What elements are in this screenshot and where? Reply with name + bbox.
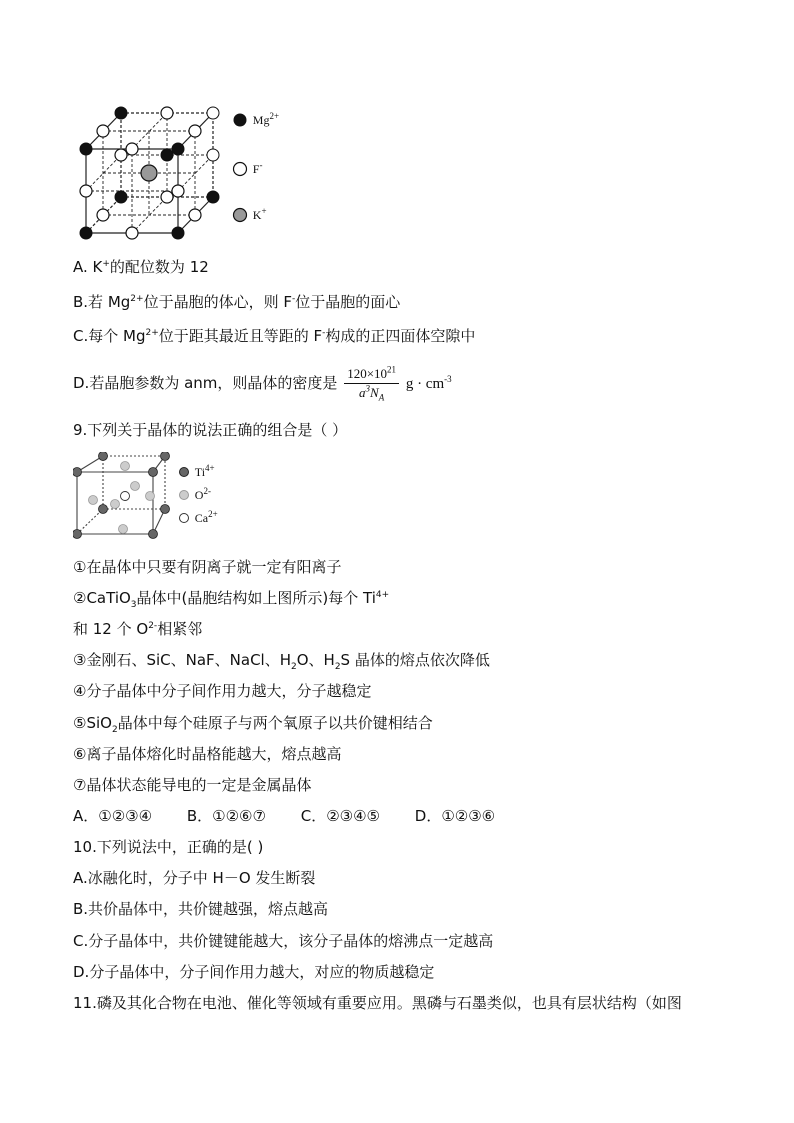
legend-item-o: $O^{2-}$ [178, 485, 211, 503]
q9-choice-a: A．①②③④ [73, 807, 153, 825]
q9-item-5: ⑤SiO$_2$晶体中每个硅原子与两个氧原子以共价键相结合 [73, 714, 433, 735]
q9-item-1: ①在晶体中只要有阴离子就一定有阳离子 [73, 558, 342, 576]
q8-option-a: A. K+的配位数为 12 [73, 258, 209, 276]
q9-item-2: ②CaTiO$_3$晶体中(晶胞结构如上图所示)每个 $Ti^{4+}$ [73, 589, 390, 610]
q9-item-2-cont: 和 12 个 $O^{2-}$相紧邻 [73, 620, 203, 638]
legend-item-ca: $Ca^{2+}$ [178, 508, 218, 526]
legend-item-ti: $Ti^{4+}$ [178, 462, 215, 480]
q9-choice-c: C．②③④⑤ [300, 807, 380, 825]
q10-option-d: D.分子晶体中，分子间作用力越大，对应的物质越稳定 [73, 963, 435, 981]
density-fraction: $\frac{120\times 10^{21}}{a^3N_A}$ [344, 365, 399, 402]
q8-option-b: B.若 $Mg^{2+}$位于晶胞的体心，则 F-位于晶胞的面心 [73, 293, 401, 311]
q9-stem: 9.下列关于晶体的说法正确的组合是（ ） [73, 421, 348, 439]
legend-item-f: F- [232, 159, 262, 177]
q8-option-d: D.若晶胞参数为 anm，则晶体的密度是 $\frac{120\times 10^{21}}{a^3N_A}$ $g \cdot cm^{-3}$ [73, 364, 452, 403]
q9-item-3: ③金刚石、SiC、NaF、NaCl、$H_2O$、$H_2S$ 晶体的熔点依次降低 [73, 651, 490, 672]
q10-option-c: C.分子晶体中，共价键键能越大，该分子晶体的熔沸点一定越高 [73, 932, 494, 950]
q9-item-7: ⑦晶体状态能导电的一定是金属晶体 [73, 776, 312, 794]
legend-item-k: K+ [232, 205, 267, 223]
q9-choices [73, 806, 525, 826]
q11-stem: 11.磷及其化合物在电池、催化等领域有重要应用。黑磷与石墨类似，也具有层状结构（如图 [73, 994, 682, 1012]
q9-item-6: ⑥离子晶体熔化时晶格能越大，熔点越高 [73, 745, 342, 763]
legend-item-mg: $Mg^{2+}$ [232, 110, 279, 128]
q9-choice-b: B．①②⑥⑦ [186, 807, 266, 825]
crystal-cell-figure-2 [73, 452, 173, 542]
q10-option-b: B.共价晶体中，共价键越强，熔点越高 [73, 900, 329, 918]
q8-option-c: C.每个 $Mg^{2+}$位于距其最近且等距的 F-构成的正四面体空隙中 [73, 327, 476, 345]
q9-choice-d: D．①②③⑥ [414, 807, 496, 825]
q10-option-a: A.冰融化时，分子中 H－O 发生断裂 [73, 869, 316, 887]
q9-item-4: ④分子晶体中分子间作用力越大，分子越稳定 [73, 682, 372, 700]
q10-stem: 10.下列说法中，正确的是( ) [73, 838, 264, 856]
